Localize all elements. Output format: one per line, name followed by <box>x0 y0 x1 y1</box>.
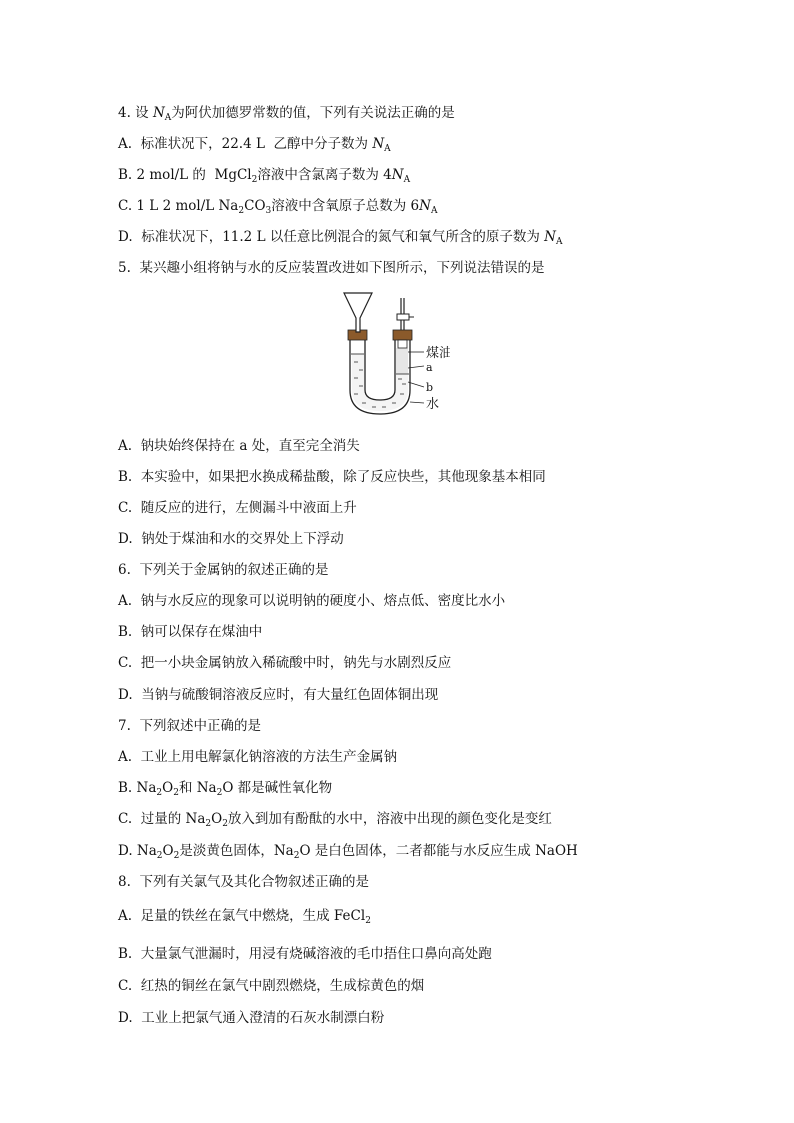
label-a: a <box>426 361 433 374</box>
q8-option-b[interactable]: B. 大量氯气泄漏时，用浸有烧碱溶液的毛巾捂住口鼻向高处跑 <box>118 946 492 962</box>
q6-option-a[interactable]: A. 钠与水反应的现象可以说明钠的硬度小、熔点低、密度比水小 <box>118 593 506 609</box>
q6-option-b[interactable]: B. 钠可以保存在煤油中 <box>118 624 263 640</box>
q7-option-c[interactable]: C. 过量的 $Na_2O_2$放入到加有酚酞的水中，溶液中出现的颜色变化是变红 <box>118 811 552 829</box>
q5-option-a[interactable]: A. 钠块始终保持在 a 处，直至完全消失 <box>118 438 360 454</box>
q6-option-c[interactable]: C. 把一小块金属钠放入稀硫酸中时，钠先与水剧烈反应 <box>118 655 452 671</box>
q6-stem: 6. 下列关于金属钠的叙述正确的是 <box>118 562 329 578</box>
q5-option-b[interactable]: B. 本实验中，如果把水换成稀盐酸，除了反应快些，其他现象基本相同 <box>118 469 546 485</box>
q8-stem: 8. 下列有关氯气及其化合物叙述正确的是 <box>118 874 369 890</box>
q8-option-a[interactable]: A. 足量的铁丝在氯气中燃烧，生成 FeCl$_2$ <box>118 908 371 926</box>
q4-option-b[interactable]: B. 2 mol/L 的 MgCl$_2$溶液中含氯离子数为 $4N_A$ <box>118 167 411 185</box>
q7-option-b[interactable]: B. $Na_2O_2$和 $Na_2O$ 都是碱性氧化物 <box>118 780 333 798</box>
q7-option-d[interactable]: D. $Na_2O_2$是淡黄色固体，$Na_2O$ 是白色固体，二者都能与水反应生成 NaOH <box>118 843 578 861</box>
u-tube-diagram <box>330 290 450 422</box>
q7-stem: 7. 下列叙述中正确的是 <box>118 718 261 734</box>
q5-option-d[interactable]: D. 钠处于煤油和水的交界处上下浮动 <box>118 531 344 547</box>
q4-stem: 4. 设 $N_A$为阿伏加德罗常数的值，下列有关说法正确的是 <box>118 105 455 123</box>
q6-option-d[interactable]: D. 当钠与硫酸铜溶液反应时，有大量红色固体铜出现 <box>118 687 439 703</box>
q8-option-d[interactable]: D. 工业上把氯气通入澄清的石灰水制漂白粉 <box>118 1010 385 1026</box>
label-kerosene: 煤油 <box>426 346 450 361</box>
label-b: b <box>426 381 434 394</box>
q5-option-c[interactable]: C. 随反应的进行，左侧漏斗中液面上升 <box>118 500 357 516</box>
u-tube-apparatus-figure <box>330 290 450 422</box>
q4-option-c[interactable]: C. 1 L 2 mol/L $Na_2CO_3$溶液中含氧原子总数为 $6N_A$ <box>118 198 438 216</box>
label-water: 水 <box>426 397 440 412</box>
q7-option-a[interactable]: A. 工业上用电解氯化钠溶液的方法生产金属钠 <box>118 749 398 765</box>
q4-option-a[interactable]: A. 标准状况下，22.4 L 乙醇中分子数为 $N_A$ <box>118 136 391 154</box>
q5-stem: 5. 某兴趣小组将钠与水的反应装置改进如下图所示，下列说法错误的是 <box>118 260 545 276</box>
q8-option-c[interactable]: C. 红热的铜丝在氯气中剧烈燃烧，生成棕黄色的烟 <box>118 978 425 994</box>
q4-option-d[interactable]: D. 标准状况下，11.2 L 以任意比例混合的氮气和氧气所含的原子数为 $N_A$ <box>118 229 563 247</box>
